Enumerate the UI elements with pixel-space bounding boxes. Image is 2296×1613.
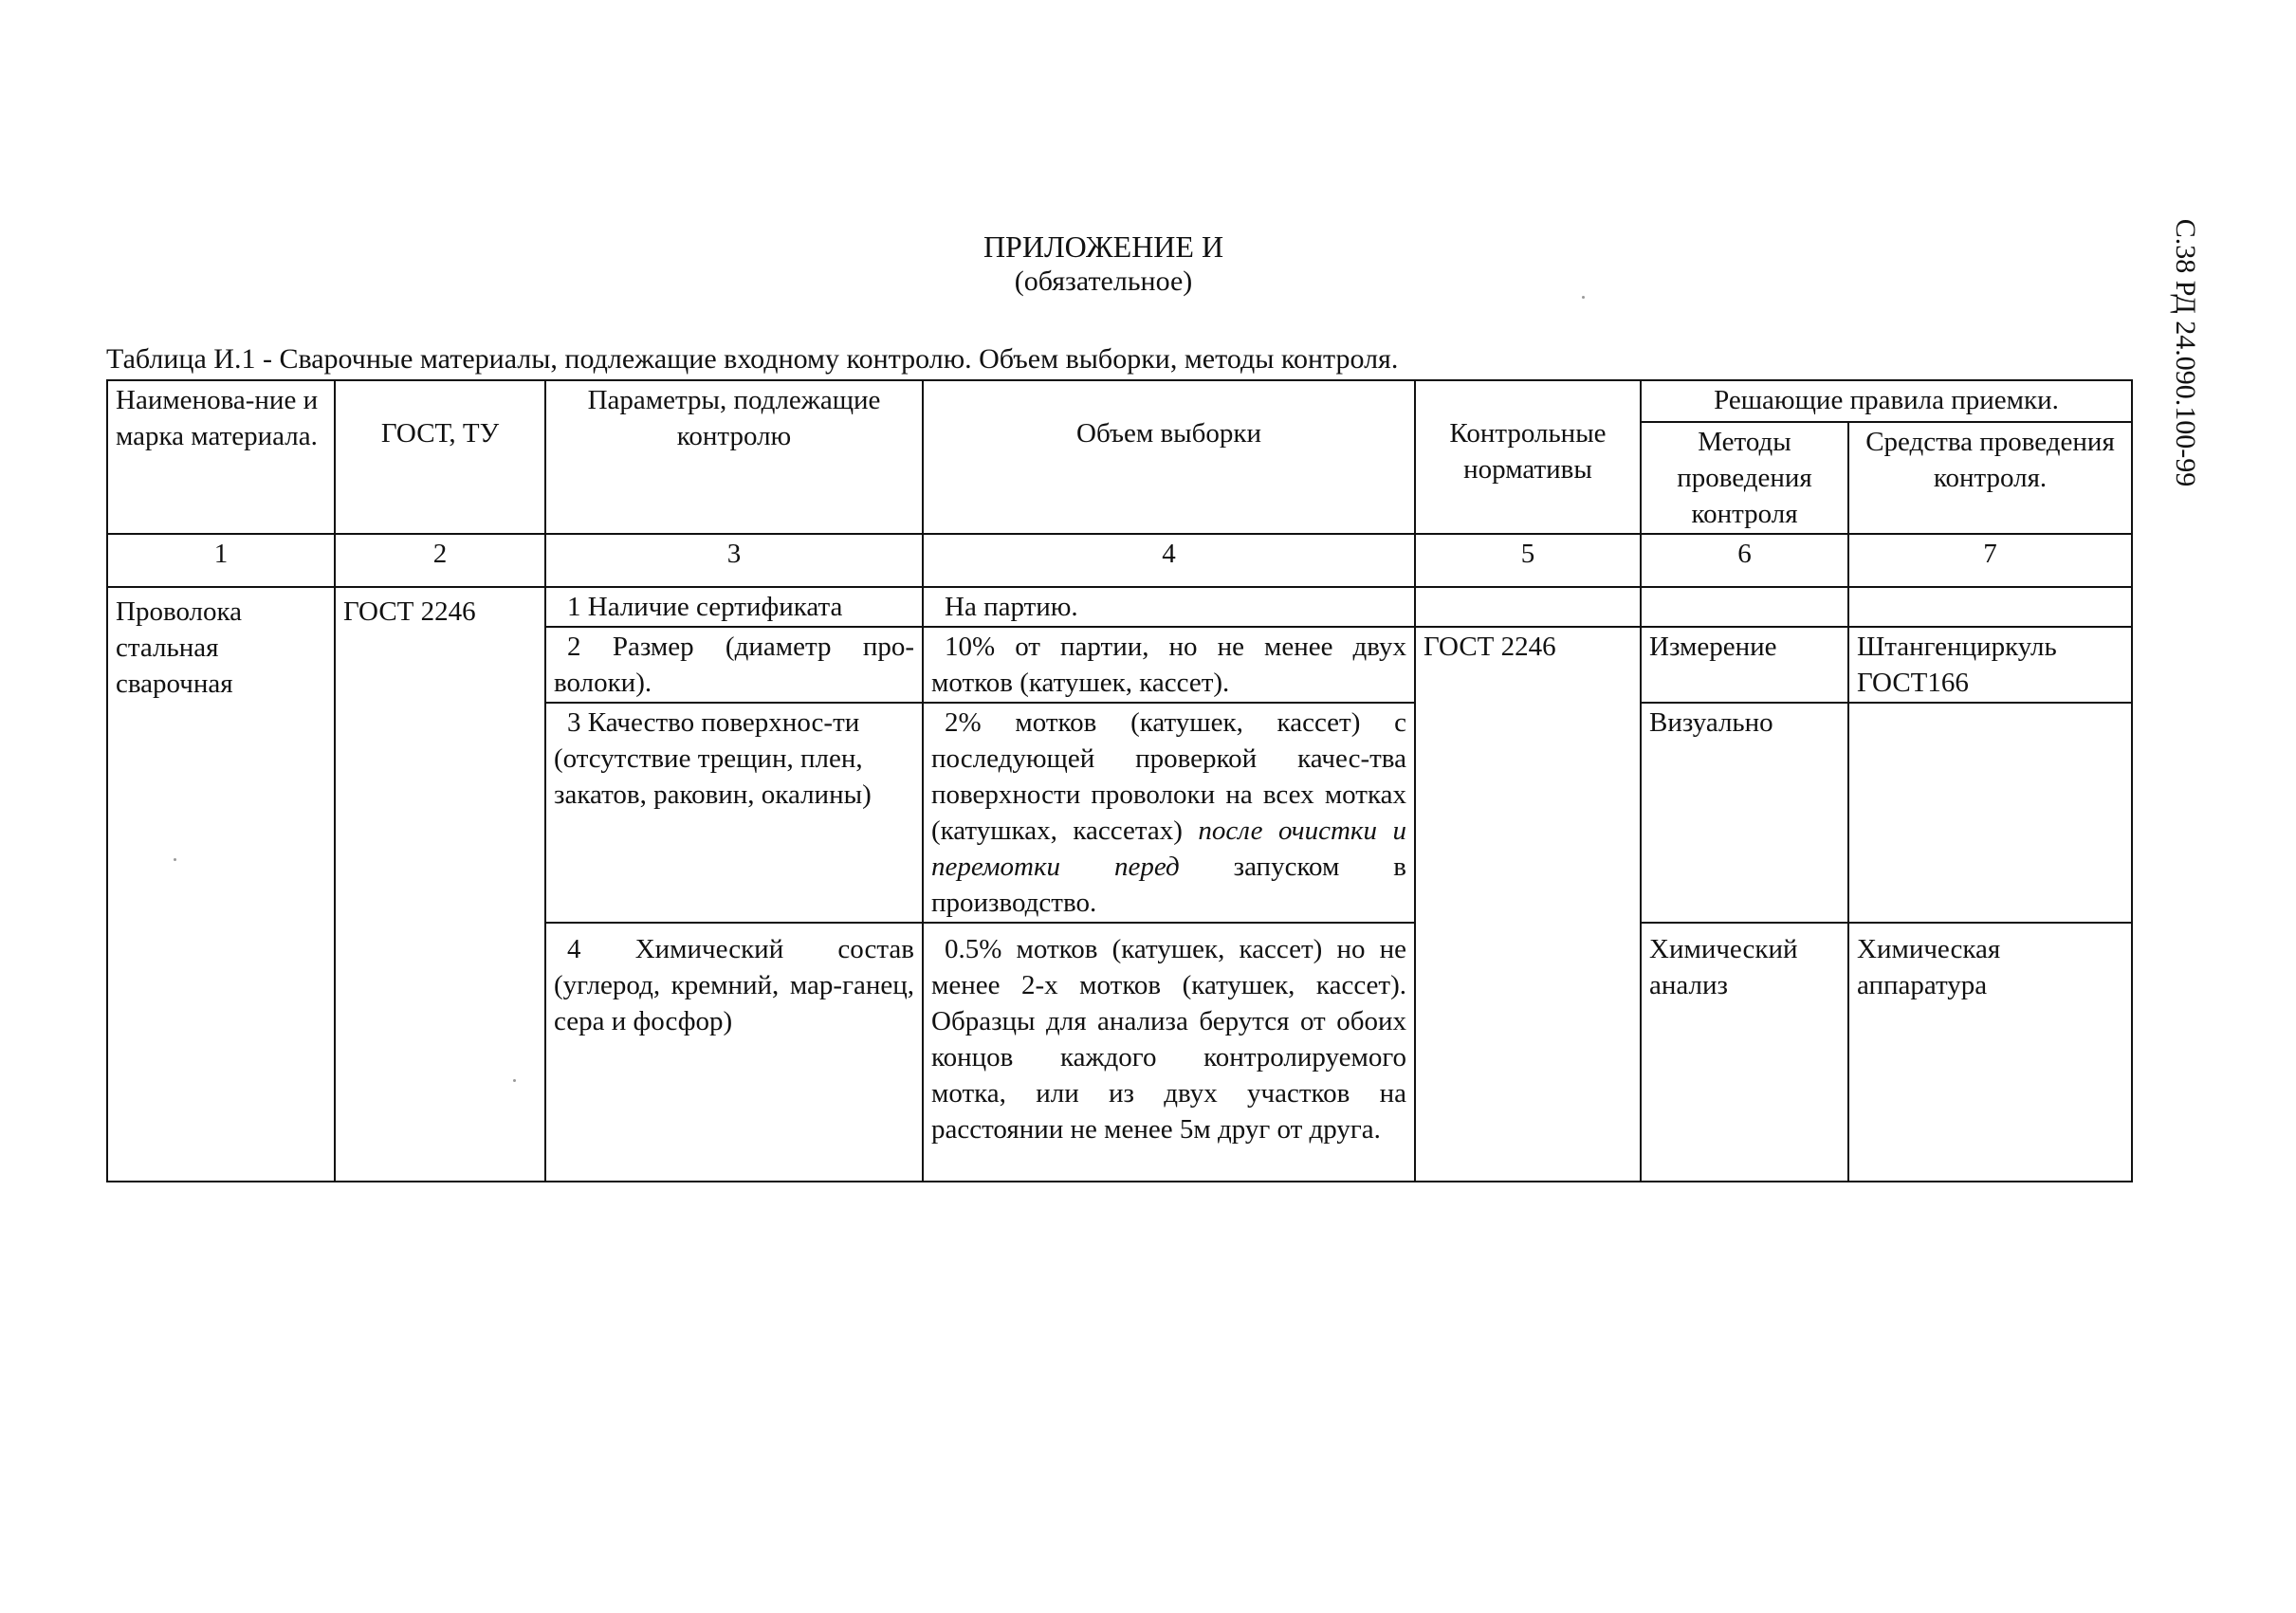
column-number: 7 [1848, 534, 2132, 587]
col-header-methods: Методы проведения контроля [1641, 422, 1848, 534]
column-number: 1 [107, 534, 335, 587]
column-number: 3 [545, 534, 923, 587]
column-number: 6 [1641, 534, 1848, 587]
col-header-gost: ГОСТ, ТУ [335, 380, 545, 534]
sample-cell [923, 703, 1415, 923]
scan-speck [1582, 296, 1585, 299]
param-cell: 1 Наличие сертификата [545, 587, 923, 627]
col-header-material: Наименова-ние и марка материала. [107, 380, 335, 534]
method-cell: Визуально [1641, 703, 1848, 923]
appendix-subtitle: (обязательное) [1014, 266, 1193, 297]
means-cell: Химическая аппаратура [1848, 923, 2132, 1182]
sample-cell: 0.5% мотков (катушек, кассет) но не менее 2-х мотков (катушек, кассет). Образцы для анализа берутся от обоих концов каждого контролируемого мотка, или из двух участков на расстоянии не менее 5м друг от друга. [923, 923, 1415, 1182]
col-header-sample-size: Объем выборки [923, 380, 1415, 534]
material-gost: ГОСТ 2246 [335, 587, 545, 1182]
col-header-means: Средства проведения контроля. [1848, 422, 2132, 534]
col-header-acceptance-rules: Решающие правила приемки. [1641, 380, 2132, 422]
sample-cell: На партию. [923, 587, 1415, 627]
welding-materials-table [106, 379, 2133, 1182]
method-cell [1641, 587, 1848, 627]
param-cell: 3 Качество поверхнос-ти (отсутствие трещин, плен, закатов, раковин, окалины) [545, 703, 923, 923]
column-number: 5 [1415, 534, 1641, 587]
table-row [107, 587, 2132, 627]
sample-text-end: запуском в производство. [931, 852, 1406, 918]
means-cell [1848, 703, 2132, 923]
norm-cell: ГОСТ 2246 [1415, 627, 1641, 1182]
column-numbers-row [107, 534, 2132, 587]
sample-text: 2% мотков (катушек, кассет) с последующей проверкой качес-тва поверхности проволоки на всех мотках (катушках, кассетах) [931, 707, 1406, 846]
column-number: 2 [335, 534, 545, 587]
sample-cell: 10% от партии, но не менее двух мотков (катушек, кассет). [923, 627, 1415, 703]
document-code: С.38 РД 24.090.100-99 [2170, 218, 2201, 487]
column-number: 4 [923, 534, 1415, 587]
method-cell: Химический анализ [1641, 923, 1848, 1182]
table-caption: Таблица И.1 - Сварочные материалы, подлежащие входному контролю. Объем выборки, методы контроля. [106, 343, 1399, 375]
material-name: Проволока стальная сварочная [107, 587, 335, 1182]
means-cell: Штангенциркуль ГОСТ166 [1848, 627, 2132, 703]
col-header-norms: Контрольные нормативы [1415, 380, 1641, 534]
header-row [107, 380, 2132, 422]
col-header-parameters: Параметры, подлежащие контролю [545, 380, 923, 534]
norm-cell [1415, 587, 1641, 627]
method-cell: Измерение [1641, 627, 1848, 703]
sample-text-italic: после очистки и перемотки перед [931, 816, 1407, 882]
means-cell [1848, 587, 2132, 627]
appendix-title: ПРИЛОЖЕНИЕ И [983, 229, 1224, 264]
param-cell: 4 Химический состав (углерод, кремний, мар-ганец, сера и фосфор) [545, 923, 923, 1182]
param-cell: 2 Размер (диаметр про-волоки). [545, 627, 923, 703]
